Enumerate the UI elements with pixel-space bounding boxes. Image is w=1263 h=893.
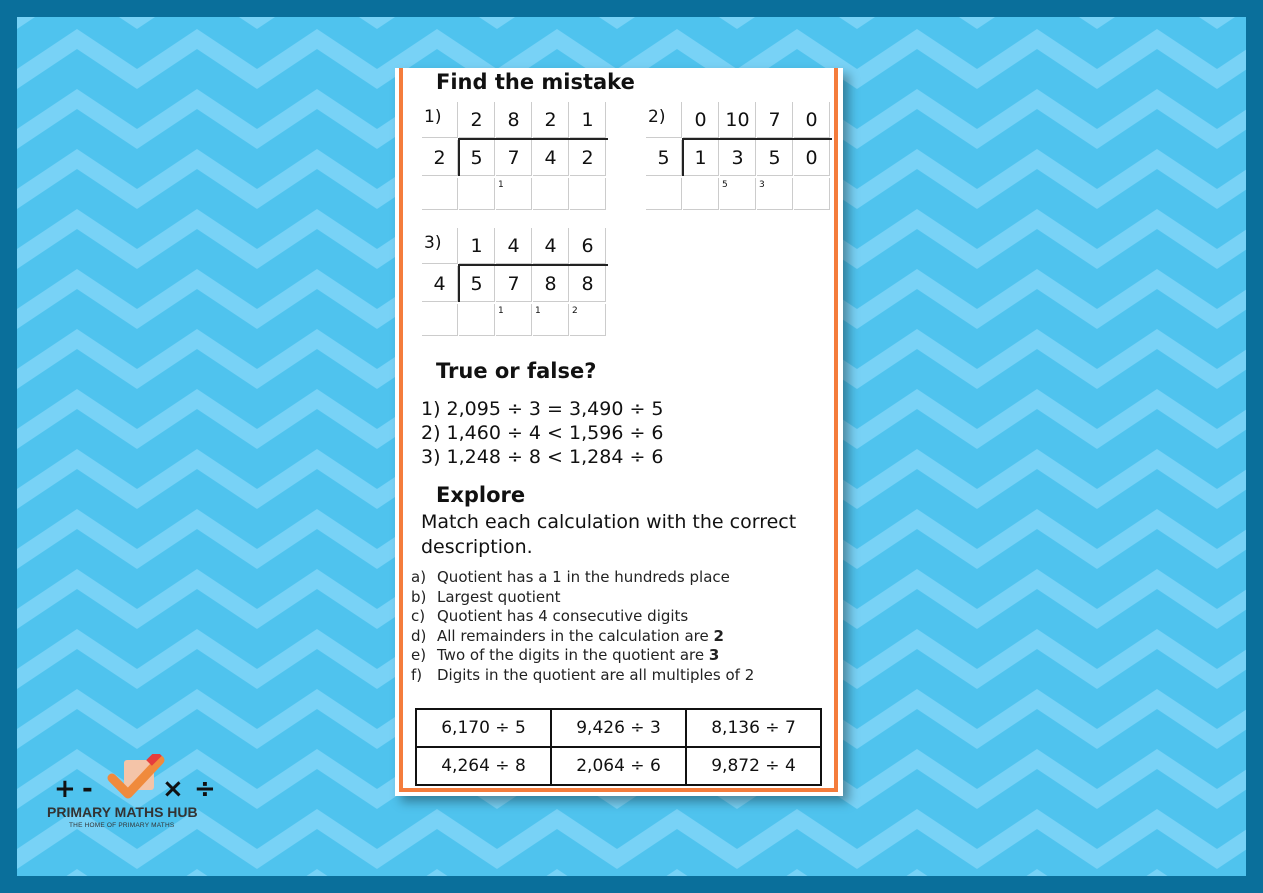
carry-digit (459, 304, 495, 336)
quotient-digit: 2 (533, 102, 569, 138)
dividend-digit: 0 (794, 140, 830, 176)
divisor-digit: 5 (646, 140, 682, 176)
option-key: d) (411, 626, 427, 645)
dividend-digit: 7 (496, 140, 532, 176)
calculation-cell: 9,872 ÷ 4 (686, 747, 821, 785)
carry-digit (570, 178, 606, 210)
list-item (411, 568, 730, 586)
problem-label: 1) (422, 102, 458, 138)
table-row (416, 709, 821, 747)
quotient-digit: 1 (459, 228, 495, 264)
problem-label: 2) (646, 102, 682, 138)
quotient-digit: 0 (794, 102, 830, 138)
option-text: All remainders in the calculation are (437, 626, 714, 645)
list-item (411, 588, 561, 606)
quotient-digit: 8 (496, 102, 532, 138)
primary-maths-hub-logo (44, 752, 224, 834)
dividend-digit: 5 (459, 140, 495, 176)
carry-digit (459, 178, 495, 210)
calculation-cell: 2,064 ÷ 6 (551, 747, 686, 785)
divide-icon: ÷ (194, 774, 216, 804)
option-bold: 3 (708, 646, 720, 664)
division-grid (422, 102, 607, 212)
division-grid (646, 102, 831, 212)
option-text: Digits in the quotient are all multiples of 2 (437, 665, 755, 684)
true-false-item: 1) 2,095 ÷ 3 = 3,490 ÷ 5 (421, 398, 664, 420)
carry-digit: 1 (496, 178, 532, 210)
division-bar (458, 138, 608, 140)
carry-digit: 2 (570, 304, 606, 336)
list-item (411, 607, 688, 625)
check-pencil-icon (104, 754, 166, 800)
quotient-digit: 7 (757, 102, 793, 138)
find-mistake-heading: Find the mistake (436, 70, 635, 94)
division-bar (682, 138, 832, 140)
calculation-cell: 6,170 ÷ 5 (416, 709, 551, 747)
true-false-heading: True or false? (436, 359, 597, 383)
quotient-digit: 0 (683, 102, 719, 138)
division-grid (422, 228, 607, 338)
option-text: Quotient has a 1 in the hundreds place (437, 568, 730, 586)
divisor-digit: 2 (422, 140, 458, 176)
explore-instruction: Match each calculation with the correct description. (421, 511, 797, 558)
logo-tagline: THE HOME OF PRIMARY MATHS (69, 822, 175, 829)
option-key: a) (411, 568, 427, 586)
quotient-digit: 4 (533, 228, 569, 264)
division-bracket (682, 138, 684, 176)
dividend-digit: 4 (533, 140, 569, 176)
carry-digit: 5 (720, 178, 756, 210)
calculation-cell: 9,426 ÷ 3 (551, 709, 686, 747)
minus-icon: - (82, 774, 93, 804)
option-key: c) (411, 607, 426, 625)
calculation-cell: 8,136 ÷ 7 (686, 709, 821, 747)
division-bar (458, 264, 608, 266)
problem-label: 3) (422, 228, 458, 264)
calculation-table (415, 708, 822, 786)
worksheet (395, 68, 843, 796)
table-row (416, 747, 821, 785)
option-key: f) (411, 665, 423, 684)
list-item (411, 646, 719, 664)
dividend-digit: 3 (720, 140, 756, 176)
carry-digit: 3 (757, 178, 793, 210)
carry-digit: 1 (533, 304, 569, 336)
divisor-digit: 4 (422, 266, 458, 302)
option-text: Two of the digits in the quotient are (437, 646, 709, 664)
true-false-item: 3) 1,248 ÷ 8 < 1,284 ÷ 6 (421, 446, 664, 468)
option-key: b) (411, 587, 427, 606)
orange-border-right (834, 68, 838, 792)
list-item (411, 666, 754, 684)
carry-cell (422, 304, 458, 336)
true-false-item: 2) 1,460 ÷ 4 < 1,596 ÷ 6 (421, 422, 664, 444)
carry-digit: 1 (496, 304, 532, 336)
quotient-digit: 2 (459, 102, 495, 138)
plus-icon: + (54, 774, 76, 804)
dividend-digit: 8 (570, 266, 606, 302)
quotient-digit: 10 (720, 102, 756, 138)
division-bracket (458, 264, 460, 302)
carry-cell (646, 178, 682, 210)
explore-heading: Explore (436, 483, 526, 507)
orange-border-bottom (399, 788, 838, 792)
quotient-digit: 4 (496, 228, 532, 264)
option-key: e) (411, 646, 427, 664)
dividend-digit: 8 (533, 266, 569, 302)
dividend-digit: 5 (459, 266, 495, 302)
quotient-digit: 1 (570, 102, 606, 138)
orange-border-left (399, 68, 403, 792)
dividend-digit: 1 (683, 140, 719, 176)
option-text: Largest quotient (437, 587, 561, 606)
quotient-digit: 6 (570, 228, 606, 264)
option-text: Quotient has 4 consecutive digits (437, 607, 689, 625)
carry-digit (794, 178, 830, 210)
calculation-cell: 4,264 ÷ 8 (416, 747, 551, 785)
logo-name: PRIMARY MATHS HUB (47, 804, 198, 820)
carry-digit (533, 178, 569, 210)
division-bracket (458, 138, 460, 176)
dividend-digit: 2 (570, 140, 606, 176)
carry-digit (683, 178, 719, 210)
dividend-digit: 7 (496, 266, 532, 302)
multiply-icon: × (162, 774, 184, 804)
list-item (411, 627, 724, 645)
option-bold: 2 (713, 626, 724, 645)
dividend-digit: 5 (757, 140, 793, 176)
carry-cell (422, 178, 458, 210)
